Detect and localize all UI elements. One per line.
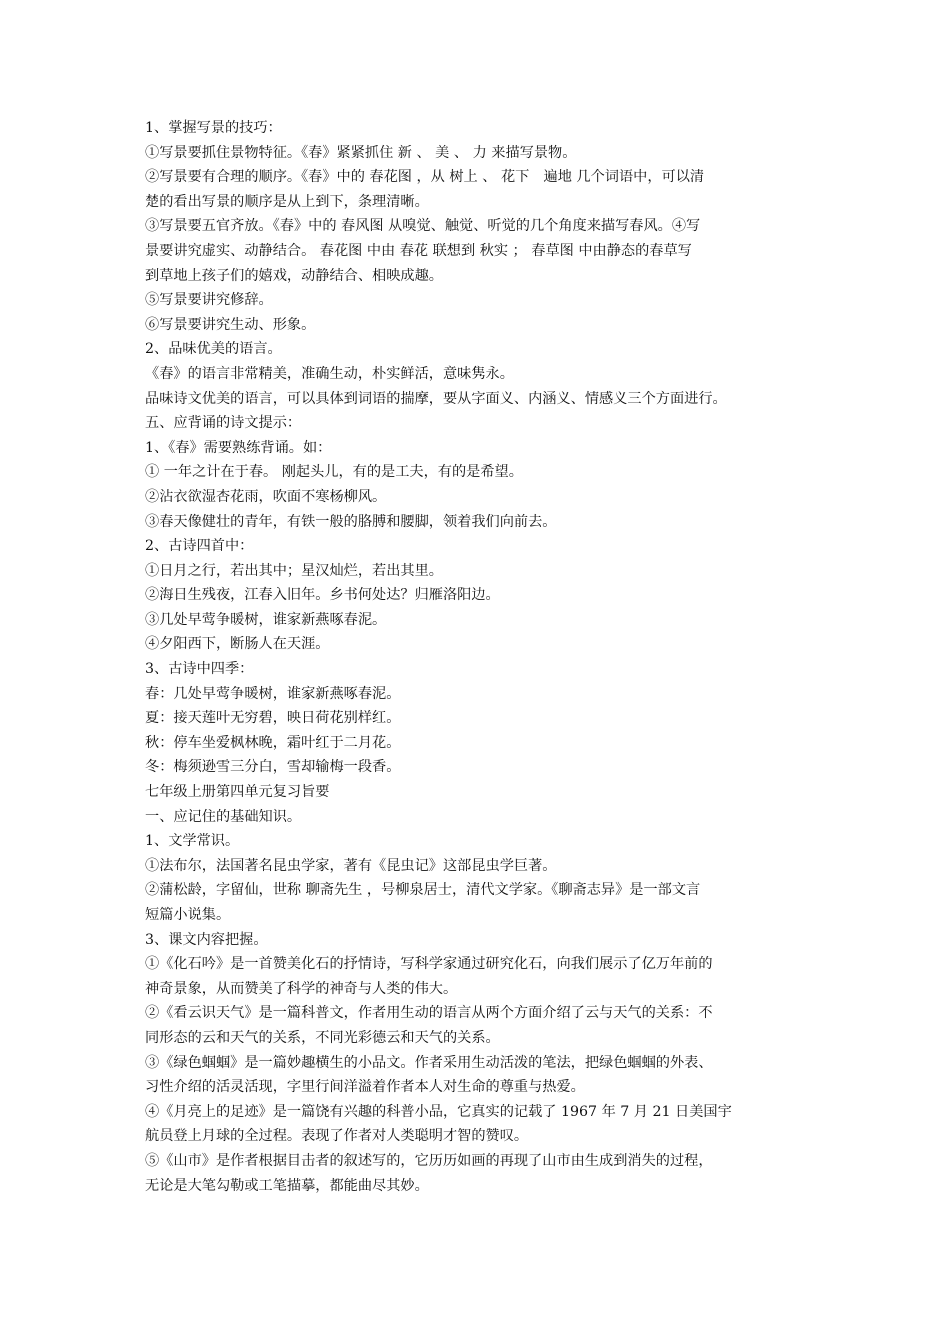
text-line: 景要讲究虚实、动静结合。 春花图 中由 春花 联想到 秋实 ； 春草图 中由静态的春草写 [145,242,692,259]
text-line: ⑤写景要讲究修辞。 [145,292,273,309]
text-line: 七年级上册第四单元复习旨要 [145,784,330,801]
text-line: ⑥写景要讲究生动、形象。 [145,316,316,333]
text-line: ⑤《山市》是作者根据目击者的叙述写的，它历历如画的再现了山市由生成到消失的过程， [145,1152,713,1169]
text-line: ①法布尔，法国著名昆虫学家，著有《昆虫记》这部昆虫学巨著。 [145,857,557,874]
document-body [145,116,813,1198]
text-line: 2、古诗四首中： [145,538,254,555]
text-line: 品味诗文优美的语言，可以具体到词语的揣摩，要从字面义、内涵义、情感义三个方面进行。 [145,390,727,407]
text-line: 春：几处早莺争暖树，谁家新燕啄春泥。 [145,685,401,702]
text-line: ④夕阳西下，断肠人在天涯。 [145,636,330,653]
text-line: 同形态的云和天气的关系，不同光彩德云和天气的关系。 [145,1029,500,1046]
text-line: ③几处早莺争暖树，谁家新燕啄春泥。 [145,611,387,628]
text-line: 航员登上月球的全过程。表现了作者对人类聪明才智的赞叹。 [145,1128,529,1145]
text-line: ①日月之行，若出其中；星汉灿烂，若出其里。 [145,562,443,579]
text-line: ③春天像健壮的青年，有铁一般的胳膊和腰脚，领着我们向前去。 [145,513,557,530]
text-line: 一、应记住的基础知识。 [145,808,302,825]
text-line: 3、古诗中四季： [145,661,254,678]
text-line: 1、《春》需要熟练背诵。如： [145,439,332,456]
text-line: 秋：停车坐爱枫林晚，霜叶红于二月花。 [145,734,401,751]
text-line: 楚的看出写景的顺序是从上到下，条理清晰。 [145,193,429,210]
text-line: ②海日生残夜，江春入旧年。乡书何处达？归雁洛阳边。 [145,587,500,604]
text-line: ③写景要五官齐放。《春》中的 春风图 从嗅觉、触觉、听觉的几个角度来描写春风。④写 [145,218,701,235]
text-line: 习性介绍的活灵活现，字里行间洋溢着作者本人对生命的尊重与热爱。 [145,1079,585,1096]
text-line: 到草地上孩子们的嬉戏，动静结合、相映成趣。 [145,267,443,284]
text-line: 《春》的语言非常精美，准确生动，朴实鲜活，意味隽永。 [145,365,514,382]
text-line: 3、课文内容把握。 [145,931,268,948]
text-line: ②《看云识天气》是一篇科普文，作者用生动的语言从两个方面介绍了云与天气的关系：不 [145,1005,713,1022]
text-line: ① 一年之计在于春。 刚起头儿，有的是工夫，有的是希望。 [145,464,523,481]
text-line: 1、文学常识。 [145,833,240,850]
text-line: ②沾衣欲湿杏花雨，吹面不寒杨柳风。 [145,488,387,505]
text-line: 短篇小说集。 [145,907,231,923]
text-line: 2、品味优美的语言。 [145,341,282,358]
text-line: 冬：梅须逊雪三分白，雪却输梅一段香。 [145,759,401,776]
text-line: 神奇景象，从而赞美了科学的神奇与人类的伟大。 [145,980,458,997]
text-line: ②蒲松龄，字留仙，世称 聊斋先生 ，号柳泉居士，清代文学家。《聊斋志异》是一部文言 [145,882,701,899]
text-line: ②写景要有合理的顺序。《春》中的 春花图 ，从 树上 、 花下 遍地 几个词语中，可以清 [145,169,705,186]
text-line: ④《月亮上的足迹》是一篇饶有兴趣的科普小品，它真实的记载了 1967 年 7 月 21 日美国宇 [145,1103,732,1120]
text-line: 无论是大笔勾勒或工笔描摹，都能曲尽其妙。 [145,1177,429,1194]
text-line: 1、掌握写景的技巧： [145,120,282,136]
text-line: ③《绿色蝈蝈》是一篇妙趣横生的小品文。作者采用生动活泼的笔法，把绿色蝈蝈的外表、 [145,1054,713,1071]
text-line: ①《化石吟》是一首赞美化石的抒情诗，写科学家通过研究化石，向我们展示了亿万年前的 [145,956,713,973]
text-line: 夏：接天莲叶无穷碧，映日荷花别样红。 [145,710,401,727]
text-line: ①写景要抓住景物特征。《春》紧紧抓住 新 、 美 、 力 来描写景物。 [145,144,577,161]
text-line: 五、应背诵的诗文提示： [145,415,302,432]
